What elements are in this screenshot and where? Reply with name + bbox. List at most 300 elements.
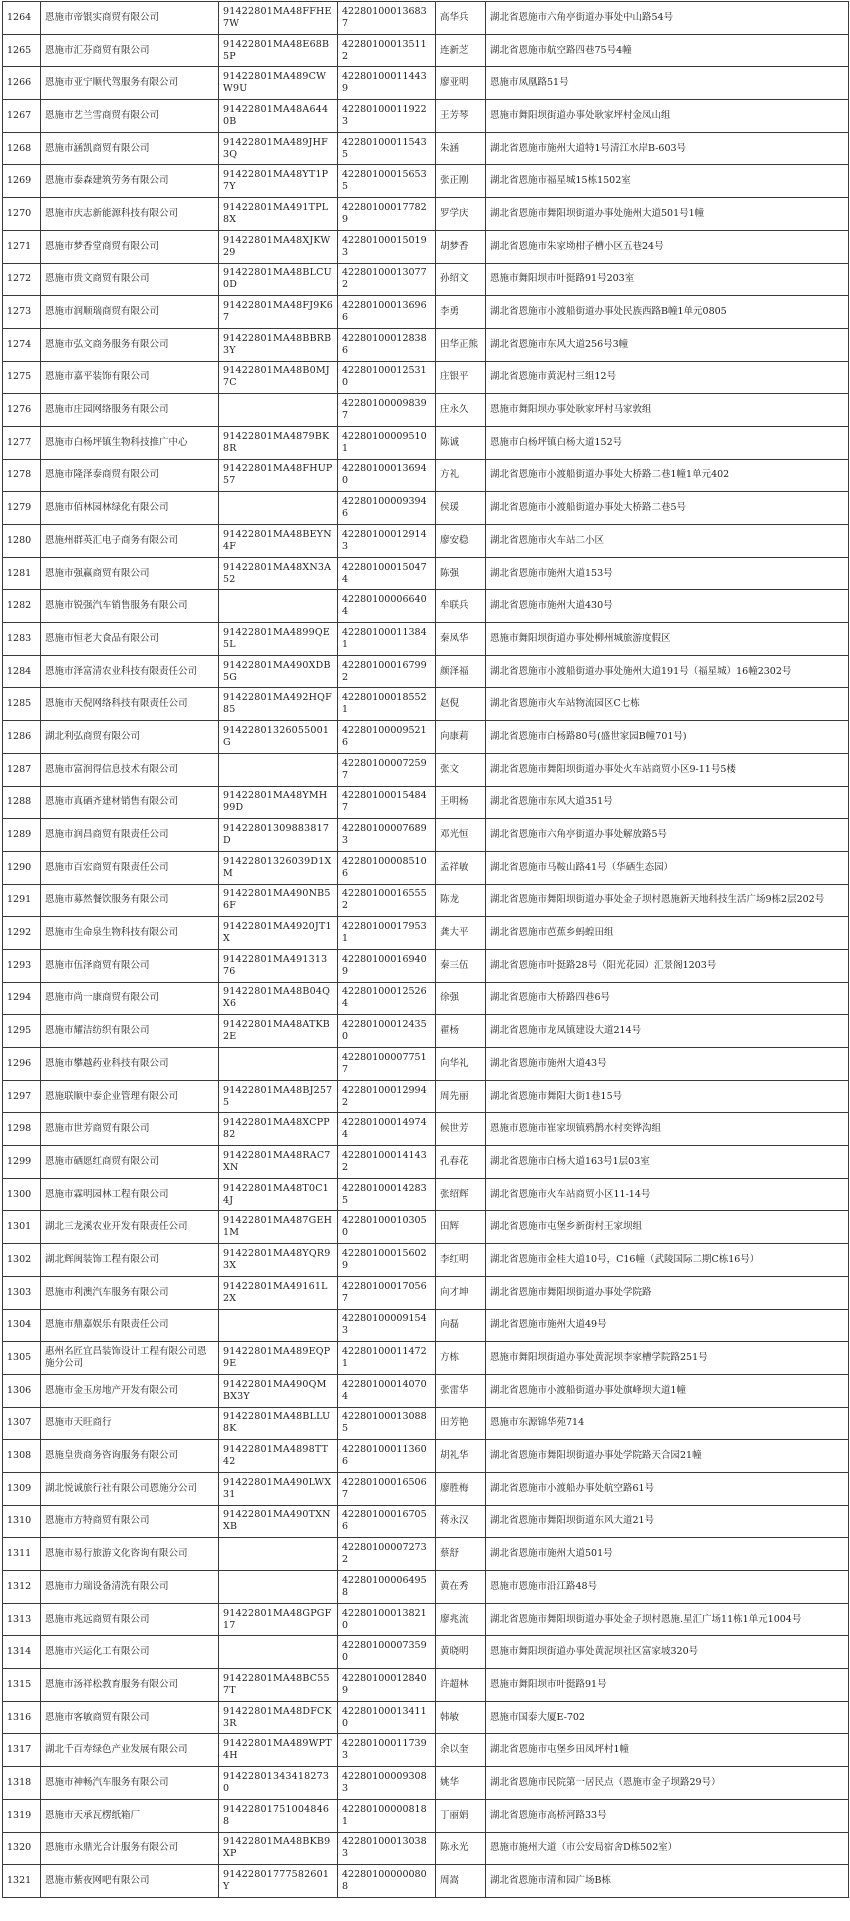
credit-code-cell xyxy=(219,394,338,427)
legal-representative-cell: 朱涵 xyxy=(436,132,486,165)
row-number-cell: 1304 xyxy=(3,1309,41,1342)
credit-code-cell: 91422801MA48FJ9K67 xyxy=(219,296,338,329)
registration-number-cell: 422801000130885 xyxy=(338,1407,436,1440)
row-number-cell: 1295 xyxy=(3,1015,41,1048)
legal-representative-cell: 秦凤华 xyxy=(436,623,486,656)
address-cell: 湖北省恩施市火车站商贸小区11-14号 xyxy=(486,1178,849,1211)
table-row xyxy=(3,851,849,884)
credit-code-cell: 91422801MA48ATKB2E xyxy=(219,1015,338,1048)
row-number-cell: 1284 xyxy=(3,655,41,688)
registration-number-cell: 422801000072732 xyxy=(338,1538,436,1571)
company-name-cell: 恩施市尚一康商贸有限公司 xyxy=(41,982,219,1015)
address-cell: 恩施市凤凰路51号 xyxy=(486,67,849,100)
credit-code-cell: 91422801MA48BKB9XP xyxy=(219,1832,338,1865)
row-number-cell: 1285 xyxy=(3,688,41,721)
address-cell: 恩施市舞阳坝街道办事处柳州城旅游度假区 xyxy=(486,623,849,656)
registration-number-cell: 422801000149744 xyxy=(338,1113,436,1146)
registration-number-cell: 422801000129143 xyxy=(338,525,436,558)
company-name-cell: 恩施市润顺瑞商贸有限公司 xyxy=(41,296,219,329)
legal-representative-cell: 胡礼华 xyxy=(436,1440,486,1473)
legal-representative-cell: 周先丽 xyxy=(436,1080,486,1113)
credit-code-cell: 91422801MA48DFCK3R xyxy=(219,1701,338,1734)
legal-representative-cell: 李红明 xyxy=(436,1244,486,1277)
row-number-cell: 1319 xyxy=(3,1799,41,1832)
registration-number-cell: 422801000138210 xyxy=(338,1603,436,1636)
legal-representative-cell: 方栋 xyxy=(436,1342,486,1375)
address-cell: 湖北省恩施市舞阳坝街道办事处学院路天合园21幢 xyxy=(486,1440,849,1473)
row-number-cell: 1291 xyxy=(3,884,41,917)
credit-code-cell: 91422801MA48FFHE7W xyxy=(219,2,338,35)
company-name-cell: 恩施市真硒齐建材销售有限公司 xyxy=(41,786,219,819)
credit-code-cell: 91422801MA492HQF85 xyxy=(219,688,338,721)
registration-number-cell: 422801000098397 xyxy=(338,394,436,427)
legal-representative-cell: 庄银平 xyxy=(436,361,486,394)
row-number-cell: 1316 xyxy=(3,1701,41,1734)
credit-code-cell: 91422801MA48BJ2575 xyxy=(219,1080,338,1113)
row-number-cell: 1299 xyxy=(3,1146,41,1179)
company-registry-table xyxy=(2,1,849,1898)
row-number-cell: 1301 xyxy=(3,1211,41,1244)
registration-number-cell: 422801000142835 xyxy=(338,1178,436,1211)
table-row xyxy=(3,328,849,361)
legal-representative-cell: 张文 xyxy=(436,753,486,786)
table-row xyxy=(3,819,849,852)
company-name-cell: 恩施市贵文商贸有限公司 xyxy=(41,263,219,296)
company-name-cell: 恩施市天倪网络科技有限责任公司 xyxy=(41,688,219,721)
row-number-cell: 1272 xyxy=(3,263,41,296)
company-name-cell: 恩施市隆泽泰商贸有限公司 xyxy=(41,459,219,492)
registration-number-cell: 422801000165552 xyxy=(338,884,436,917)
table-row xyxy=(3,1472,849,1505)
credit-code-cell: 91422801MA48BLCU0D xyxy=(219,263,338,296)
company-name-cell: 恩施市锐强汽车销售服务有限公司 xyxy=(41,590,219,623)
registration-number-cell: 422801000167056 xyxy=(338,1505,436,1538)
table-row xyxy=(3,394,849,427)
row-number-cell: 1279 xyxy=(3,492,41,525)
credit-code-cell: 91422801MA48XJKW29 xyxy=(219,230,338,263)
credit-code-cell: 91422801MA491TPL8X xyxy=(219,198,338,231)
company-name-cell: 恩施市鼎嘉娱乐有限责任公司 xyxy=(41,1309,219,1342)
registration-number-cell: 422801000117393 xyxy=(338,1734,436,1767)
credit-code-cell xyxy=(219,753,338,786)
row-number-cell: 1306 xyxy=(3,1374,41,1407)
legal-representative-cell: 向康莉 xyxy=(436,721,486,754)
row-number-cell: 1315 xyxy=(3,1669,41,1702)
address-cell: 恩施市舞阳坝办事处耿家坪村马家敦组 xyxy=(486,394,849,427)
company-name-cell: 湖北千百寿绿色产业发展有限公司 xyxy=(41,1734,219,1767)
address-cell: 湖北省恩施市小渡船办事处航空路61号 xyxy=(486,1472,849,1505)
address-cell: 湖北省恩施市火车站物流园区C七栋 xyxy=(486,688,849,721)
credit-code-cell: 91422801MA490TXNXB xyxy=(219,1505,338,1538)
table-body xyxy=(3,2,849,1898)
address-cell: 湖北省恩施市屯堡乡田凤坪村1幢 xyxy=(486,1734,849,1767)
legal-representative-cell: 连新芝 xyxy=(436,34,486,67)
registration-number-cell: 422801000136940 xyxy=(338,459,436,492)
legal-representative-cell: 廖亚明 xyxy=(436,67,486,100)
table-row xyxy=(3,1865,849,1898)
address-cell: 湖北省恩施市东风大道351号 xyxy=(486,786,849,819)
registration-number-cell: 422801000167992 xyxy=(338,655,436,688)
company-name-cell: 恩施市耀洁纺织有限公司 xyxy=(41,1015,219,1048)
company-name-cell: 恩施市兴运化工有限公司 xyxy=(41,1636,219,1669)
credit-code-cell: 91422801MA48FHUP57 xyxy=(219,459,338,492)
legal-representative-cell: 周嵩 xyxy=(436,1865,486,1898)
legal-representative-cell: 徐强 xyxy=(436,982,486,1015)
company-name-cell: 恩施市霖明园林工程有限公司 xyxy=(41,1178,219,1211)
registration-number-cell: 422801000185521 xyxy=(338,688,436,721)
table-row xyxy=(3,100,849,133)
credit-code-cell: 91422801MA490QMBX3Y xyxy=(219,1374,338,1407)
legal-representative-cell: 方礼 xyxy=(436,459,486,492)
credit-code-cell xyxy=(219,1571,338,1604)
address-cell: 湖北省恩施市黄泥村三组12号 xyxy=(486,361,849,394)
address-cell: 湖北省恩施市小渡船街道办事处大桥路二巷1幢1单元402 xyxy=(486,459,849,492)
registration-number-cell: 422801000115435 xyxy=(338,132,436,165)
table-row xyxy=(3,1440,849,1473)
legal-representative-cell: 张雷华 xyxy=(436,1374,486,1407)
address-cell: 湖北省恩施市福星城15栋1502室 xyxy=(486,165,849,198)
company-name-cell: 恩施市伍泽商贸有限公司 xyxy=(41,949,219,982)
table-row xyxy=(3,1374,849,1407)
legal-representative-cell: 翟杨 xyxy=(436,1015,486,1048)
credit-code-cell: 91422801MA4898TT42 xyxy=(219,1440,338,1473)
company-name-cell: 湖北悦诚旅行社有限公司恩施分公司 xyxy=(41,1472,219,1505)
row-number-cell: 1312 xyxy=(3,1571,41,1604)
credit-code-cell xyxy=(219,1309,338,1342)
row-number-cell: 1288 xyxy=(3,786,41,819)
table-row xyxy=(3,1636,849,1669)
table-row xyxy=(3,1701,849,1734)
company-name-cell: 恩施市强赢商贸有限公司 xyxy=(41,557,219,590)
table-row xyxy=(3,982,849,1015)
registration-number-cell: 422801000103050 xyxy=(338,1211,436,1244)
legal-representative-cell: 余以奎 xyxy=(436,1734,486,1767)
credit-code-cell: 91422801MA48E68B5P xyxy=(219,34,338,67)
company-name-cell: 恩施市天承瓦楞纸箱厂 xyxy=(41,1799,219,1832)
address-cell: 湖北省恩施市龙凤镇建设大道214号 xyxy=(486,1015,849,1048)
table-row xyxy=(3,1178,849,1211)
company-name-cell: 恩施市润昌商贸有限责任公司 xyxy=(41,819,219,852)
registration-number-cell: 422801000066404 xyxy=(338,590,436,623)
address-cell: 湖北省恩施市东风大道256号3幢 xyxy=(486,328,849,361)
credit-code-cell xyxy=(219,590,338,623)
row-number-cell: 1309 xyxy=(3,1472,41,1505)
credit-code-cell: 91422801MA49131376 xyxy=(219,949,338,982)
table-row xyxy=(3,230,849,263)
address-cell: 湖北省恩施市舞阳坝街道办事处火车站商贸小区9-11号5楼 xyxy=(486,753,849,786)
credit-code-cell: 91422801MA48YT1P7Y xyxy=(219,165,338,198)
legal-representative-cell: 邓光恒 xyxy=(436,819,486,852)
company-name-cell: 恩施市艺兰雪商贸有限公司 xyxy=(41,100,219,133)
legal-representative-cell: 孟祥敏 xyxy=(436,851,486,884)
legal-representative-cell: 向磊 xyxy=(436,1309,486,1342)
table-row xyxy=(3,1832,849,1865)
registration-number-cell: 422801000064958 xyxy=(338,1571,436,1604)
registration-number-cell: 422801000150474 xyxy=(338,557,436,590)
company-name-cell: 恩施州群英汇电子商务有限公司 xyxy=(41,525,219,558)
table-row xyxy=(3,67,849,100)
table-row xyxy=(3,198,849,231)
credit-code-cell: 91422801MA48BEYN4F xyxy=(219,525,338,558)
credit-code-cell: 91422801MA490XDB5G xyxy=(219,655,338,688)
address-cell: 湖北省恩施市芭蕉乡蚂蝗田组 xyxy=(486,917,849,950)
legal-representative-cell: 蔡舒 xyxy=(436,1538,486,1571)
legal-representative-cell: 韩敏 xyxy=(436,1701,486,1734)
address-cell: 恩施市舞阳坝街道办事处黄泥坝社区富家坡320号 xyxy=(486,1636,849,1669)
registration-number-cell: 422801000136837 xyxy=(338,2,436,35)
table-row xyxy=(3,1734,849,1767)
legal-representative-cell: 许超林 xyxy=(436,1669,486,1702)
credit-code-cell: 91422801MA489CWW9U xyxy=(219,67,338,100)
registration-number-cell: 422801000140704 xyxy=(338,1374,436,1407)
table-row xyxy=(3,786,849,819)
legal-representative-cell: 张正刚 xyxy=(436,165,486,198)
registration-number-cell: 422801000150193 xyxy=(338,230,436,263)
row-number-cell: 1300 xyxy=(3,1178,41,1211)
credit-code-cell: 91422801326055001G xyxy=(219,721,338,754)
legal-representative-cell: 田辉 xyxy=(436,1211,486,1244)
row-number-cell: 1296 xyxy=(3,1048,41,1081)
credit-code-cell: 91422801MA4899QE5L xyxy=(219,623,338,656)
legal-representative-cell: 陈龙 xyxy=(436,884,486,917)
legal-representative-cell: 秦三伍 xyxy=(436,949,486,982)
company-name-cell: 恩施市泽富清农业科技有限责任公司 xyxy=(41,655,219,688)
table-row xyxy=(3,132,849,165)
row-number-cell: 1266 xyxy=(3,67,41,100)
row-number-cell: 1314 xyxy=(3,1636,41,1669)
table-row xyxy=(3,1407,849,1440)
row-number-cell: 1268 xyxy=(3,132,41,165)
registration-number-cell: 422801000113606 xyxy=(338,1440,436,1473)
company-name-cell: 恩施市方特商贸有限公司 xyxy=(41,1505,219,1538)
row-number-cell: 1274 xyxy=(3,328,41,361)
address-cell: 恩施市舞阳坝街道办事处耿家坪村金凤山组 xyxy=(486,100,849,133)
table-row xyxy=(3,1799,849,1832)
credit-code-cell xyxy=(219,492,338,525)
company-name-cell: 湖北三龙溪农业开发有限责任公司 xyxy=(41,1211,219,1244)
registration-number-cell: 422801000077517 xyxy=(338,1048,436,1081)
legal-representative-cell: 蒋永汉 xyxy=(436,1505,486,1538)
legal-representative-cell: 田华正熊 xyxy=(436,328,486,361)
credit-code-cell: 91422801MA48B04QX6 xyxy=(219,982,338,1015)
legal-representative-cell: 赵倪 xyxy=(436,688,486,721)
table-row xyxy=(3,1146,849,1179)
registration-number-cell: 422801000156535 xyxy=(338,165,436,198)
registration-number-cell: 422801000085106 xyxy=(338,851,436,884)
table-row xyxy=(3,623,849,656)
table-row xyxy=(3,1211,849,1244)
address-cell: 湖北省恩施市六角亭街道办事处解放路5号 xyxy=(486,819,849,852)
row-number-cell: 1275 xyxy=(3,361,41,394)
address-cell: 湖北省恩施市施州大道特1号清江水岸B-603号 xyxy=(486,132,849,165)
credit-code-cell: 91422801MA48A6440B xyxy=(219,100,338,133)
company-name-cell: 恩施市金玉房地产开发有限公司 xyxy=(41,1374,219,1407)
legal-representative-cell: 王明杨 xyxy=(436,786,486,819)
credit-code-cell xyxy=(219,1048,338,1081)
company-name-cell: 恩施市募然餐饮服务有限公司 xyxy=(41,884,219,917)
row-number-cell: 1305 xyxy=(3,1342,41,1375)
address-cell: 湖北省恩施市施州大道43号 xyxy=(486,1048,849,1081)
table-row xyxy=(3,917,849,950)
credit-code-cell: 91422801MA490LWX31 xyxy=(219,1472,338,1505)
legal-representative-cell: 候世芳 xyxy=(436,1113,486,1146)
address-cell: 湖北省恩施市火车站二小区 xyxy=(486,525,849,558)
company-name-cell: 恩施市永鼎光合计服务有限公司 xyxy=(41,1832,219,1865)
company-name-cell: 恩施市嘉平装饰有限公司 xyxy=(41,361,219,394)
row-number-cell: 1289 xyxy=(3,819,41,852)
address-cell: 湖北省恩施市大桥路四巷6号 xyxy=(486,982,849,1015)
company-name-cell: 恩施市天旺商行 xyxy=(41,1407,219,1440)
legal-representative-cell: 庄永久 xyxy=(436,394,486,427)
table-row xyxy=(3,688,849,721)
registration-number-cell: 422801000136966 xyxy=(338,296,436,329)
credit-code-cell: 91422801MA48XCPP82 xyxy=(219,1113,338,1146)
credit-code-cell: 91422801MA48B0MJ7C xyxy=(219,361,338,394)
legal-representative-cell: 牟联兵 xyxy=(436,590,486,623)
table-row xyxy=(3,557,849,590)
table-row xyxy=(3,1571,849,1604)
address-cell: 湖北省恩施市舞阳坝街道办事处施州大道501号1幢 xyxy=(486,198,849,231)
address-cell: 恩施市施州大道（市公安局宿舍D栋502室） xyxy=(486,1832,849,1865)
address-cell: 湖北省恩施市施州大道501号 xyxy=(486,1538,849,1571)
address-cell: 湖北省恩施市民院第一居民点（恩施市金子坝路29号） xyxy=(486,1767,849,1800)
credit-code-cell: 91422801MA48BBRB3Y xyxy=(219,328,338,361)
company-name-cell: 恩施联顺中泰企业管理有限公司 xyxy=(41,1080,219,1113)
legal-representative-cell: 姚华 xyxy=(436,1767,486,1800)
row-number-cell: 1298 xyxy=(3,1113,41,1146)
row-number-cell: 1292 xyxy=(3,917,41,950)
row-number-cell: 1265 xyxy=(3,34,41,67)
credit-code-cell: 91422801777582601Y xyxy=(219,1865,338,1898)
company-name-cell: 恩施市利澳汽车服务有限公司 xyxy=(41,1276,219,1309)
table-row xyxy=(3,296,849,329)
row-number-cell: 1294 xyxy=(3,982,41,1015)
registration-number-cell: 422801000179531 xyxy=(338,917,436,950)
table-row xyxy=(3,1342,849,1375)
row-number-cell: 1297 xyxy=(3,1080,41,1113)
legal-representative-cell: 向华礼 xyxy=(436,1048,486,1081)
registration-number-cell: 422801000076893 xyxy=(338,819,436,852)
table-row xyxy=(3,884,849,917)
address-cell: 湖北省恩施市小渡船街道办事处大桥路二巷5号 xyxy=(486,492,849,525)
company-name-cell: 惠州名匠宜昌装饰设计工程有限公司恩施分公司 xyxy=(41,1342,219,1375)
row-number-cell: 1287 xyxy=(3,753,41,786)
address-cell: 湖北省恩施市小渡船街道办事处旗峰坝大道1幢 xyxy=(486,1374,849,1407)
legal-representative-cell: 廖兆流 xyxy=(436,1603,486,1636)
credit-code-cell xyxy=(219,1636,338,1669)
legal-representative-cell: 李勇 xyxy=(436,296,486,329)
address-cell: 湖北省恩施市舞阳坝街道办事处金子坝村恩施.星汇广场11栋1单元1004号 xyxy=(486,1603,849,1636)
registration-number-cell: 422801000124350 xyxy=(338,1015,436,1048)
company-name-cell: 恩施市汤祥松教育服务有限公司 xyxy=(41,1669,219,1702)
table-row xyxy=(3,1015,849,1048)
table-row xyxy=(3,492,849,525)
registration-number-cell: 422801000156029 xyxy=(338,1244,436,1277)
registration-number-cell: 422801000095216 xyxy=(338,721,436,754)
table-row xyxy=(3,361,849,394)
address-cell: 湖北省恩施市清和园广场B栋 xyxy=(486,1865,849,1898)
legal-representative-cell: 颜泽福 xyxy=(436,655,486,688)
registration-number-cell: 422801000091543 xyxy=(338,1309,436,1342)
address-cell: 恩施市白杨坪镇白杨大道152号 xyxy=(486,426,849,459)
legal-representative-cell: 侯瑗 xyxy=(436,492,486,525)
row-number-cell: 1283 xyxy=(3,623,41,656)
company-name-cell: 恩施市客敏商贸有限公司 xyxy=(41,1701,219,1734)
row-number-cell: 1276 xyxy=(3,394,41,427)
company-name-cell: 恩施市生命泉生物科技有限公司 xyxy=(41,917,219,950)
registration-number-cell: 422801000130772 xyxy=(338,263,436,296)
company-name-cell: 恩施市庄园网络服务有限公司 xyxy=(41,394,219,427)
credit-code-cell: 91422801MA4920JT1X xyxy=(219,917,338,950)
registration-number-cell: 422801000170567 xyxy=(338,1276,436,1309)
table-row xyxy=(3,1309,849,1342)
legal-representative-cell: 胡梦香 xyxy=(436,230,486,263)
company-name-cell: 恩施市庆志新能源科技有限公司 xyxy=(41,198,219,231)
company-name-cell: 恩施市弘文商务服务有限公司 xyxy=(41,328,219,361)
company-name-cell: 恩施市兆远商贸有限公司 xyxy=(41,1603,219,1636)
credit-code-cell: 91422801MA487GEH1M xyxy=(219,1211,338,1244)
table-row xyxy=(3,2,849,35)
legal-representative-cell: 向才坤 xyxy=(436,1276,486,1309)
row-number-cell: 1313 xyxy=(3,1603,41,1636)
registration-number-cell: 422801000177829 xyxy=(338,198,436,231)
table-row xyxy=(3,949,849,982)
legal-representative-cell: 廖胜梅 xyxy=(436,1472,486,1505)
credit-code-cell: 91422801326039D1XM xyxy=(219,851,338,884)
table-row xyxy=(3,1048,849,1081)
address-cell: 湖北省恩施市小渡船街道办事处民族西路B幢1单元0805 xyxy=(486,296,849,329)
table-row xyxy=(3,1767,849,1800)
address-cell: 恩施市恩施市沿江路48号 xyxy=(486,1571,849,1604)
credit-code-cell: 91422801MA48GPGF17 xyxy=(219,1603,338,1636)
credit-code-cell: 91422801MA48XN3A52 xyxy=(219,557,338,590)
company-name-cell: 恩施市帝银实商贸有限公司 xyxy=(41,2,219,35)
company-name-cell: 恩施市梦香堂商贸有限公司 xyxy=(41,230,219,263)
address-cell: 湖北省恩施市屯堡乡新街村王家坝组 xyxy=(486,1211,849,1244)
company-name-cell: 恩施市涵凯商贸有限公司 xyxy=(41,132,219,165)
address-cell: 恩施市舞阳坝市叶挺路91号 xyxy=(486,1669,849,1702)
table-row xyxy=(3,1113,849,1146)
registration-number-cell: 422801000073590 xyxy=(338,1636,436,1669)
credit-code-cell: 91422801MA489EQP9E xyxy=(219,1342,338,1375)
row-number-cell: 1282 xyxy=(3,590,41,623)
legal-representative-cell: 罗学庆 xyxy=(436,198,486,231)
company-name-cell: 湖北辉闽装饰工程有限公司 xyxy=(41,1244,219,1277)
row-number-cell: 1317 xyxy=(3,1734,41,1767)
row-number-cell: 1308 xyxy=(3,1440,41,1473)
table-row xyxy=(3,753,849,786)
legal-representative-cell: 黄晓明 xyxy=(436,1636,486,1669)
legal-representative-cell: 廖安稳 xyxy=(436,525,486,558)
legal-representative-cell: 田芳艳 xyxy=(436,1407,486,1440)
credit-code-cell: 91422801MA48YMH99D xyxy=(219,786,338,819)
credit-code-cell: 91422801309883817D xyxy=(219,819,338,852)
address-cell: 湖北省恩施市舞阳坝街道东风大道21号 xyxy=(486,1505,849,1538)
registration-number-cell: 422801000141432 xyxy=(338,1146,436,1179)
company-name-cell: 恩施皇贵商务咨询服务有限公司 xyxy=(41,1440,219,1473)
row-number-cell: 1311 xyxy=(3,1538,41,1571)
row-number-cell: 1318 xyxy=(3,1767,41,1800)
row-number-cell: 1302 xyxy=(3,1244,41,1277)
registration-number-cell: 422801000095101 xyxy=(338,426,436,459)
address-cell: 湖北省恩施市舞阳坝街道办事处金子坝村恩施新天地科技生活广场9栋2层202号 xyxy=(486,884,849,917)
table-row xyxy=(3,590,849,623)
company-name-cell: 湖北利弘商贸有限公司 xyxy=(41,721,219,754)
row-number-cell: 1269 xyxy=(3,165,41,198)
registration-number-cell: 422801000128409 xyxy=(338,1669,436,1702)
registration-number-cell: 422801000114721 xyxy=(338,1342,436,1375)
legal-representative-cell: 王芳琴 xyxy=(436,100,486,133)
